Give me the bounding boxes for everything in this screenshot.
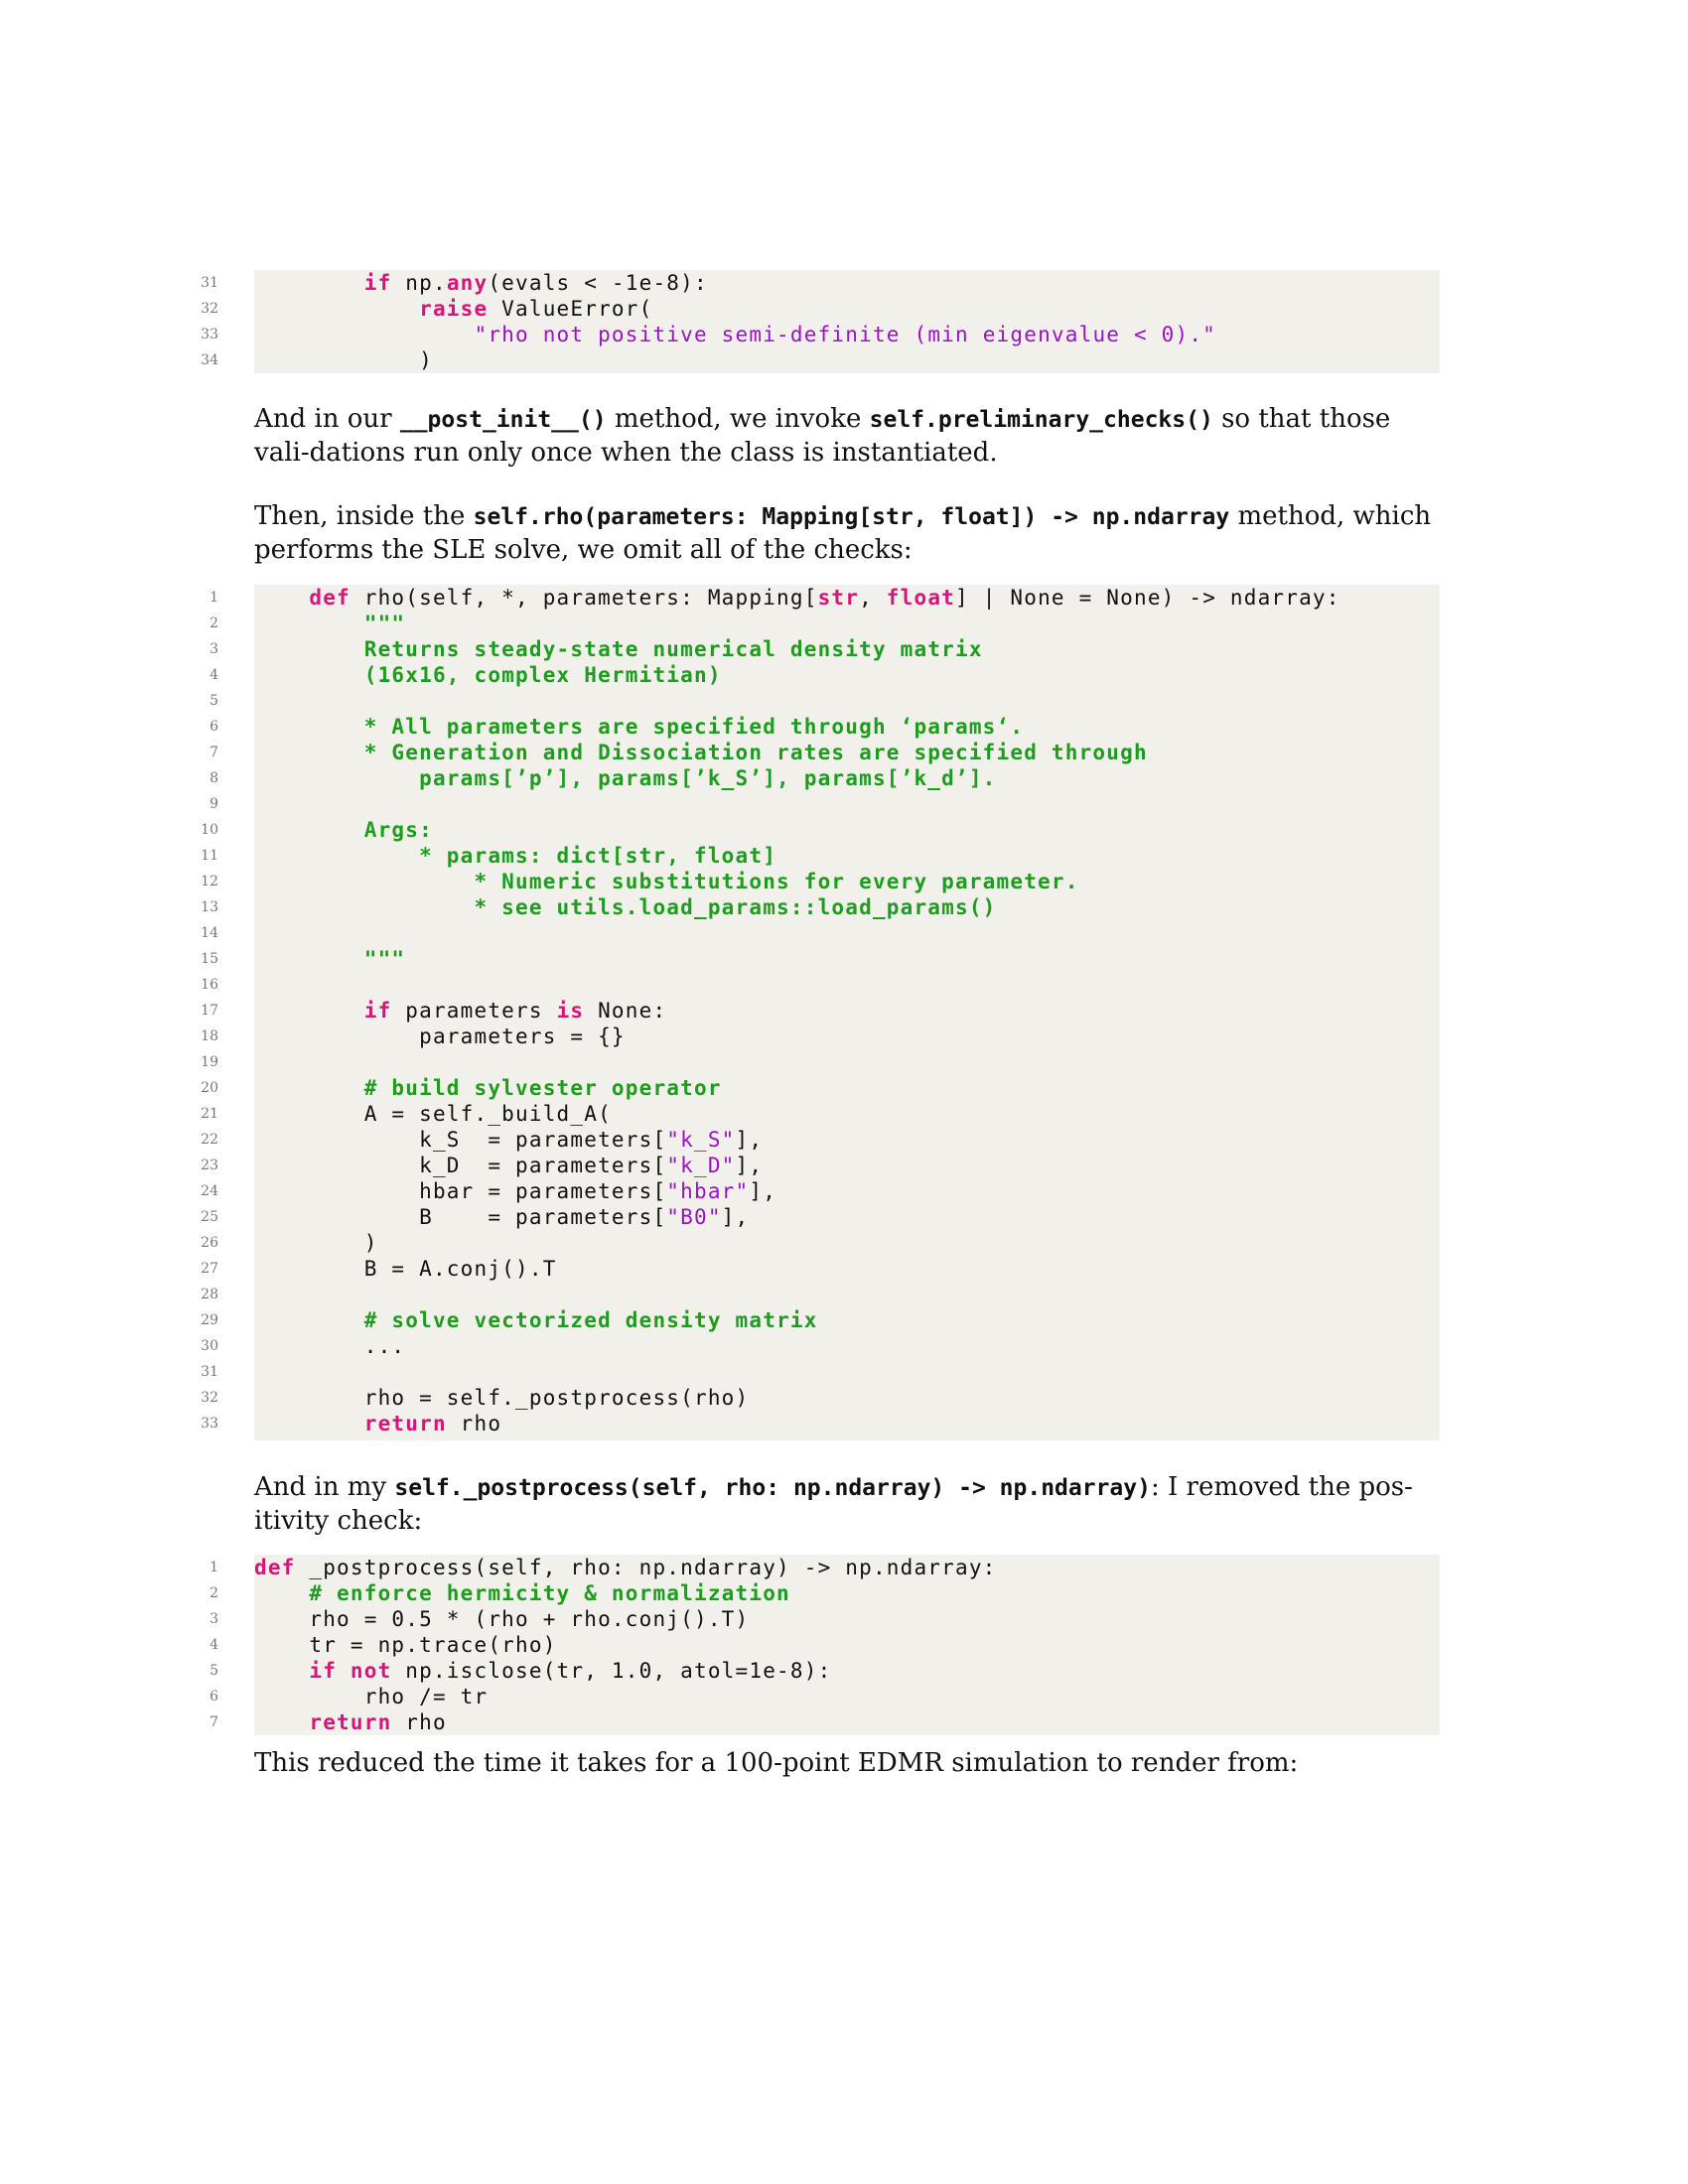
code-token: parameters = {} [254, 1024, 626, 1048]
code-text [254, 1230, 378, 1256]
code-token [254, 1710, 309, 1734]
line-number: 9 [210, 796, 218, 812]
line-number: 19 [201, 1054, 218, 1070]
code-token: ], [735, 1154, 764, 1177]
line-number: 10 [201, 822, 218, 838]
code-token: k_S = parameters[ [254, 1128, 667, 1152]
code-block-checks [201, 270, 1440, 373]
code-text [254, 1256, 557, 1282]
code-token: if [363, 999, 392, 1023]
code-text [254, 740, 1148, 765]
code-text [254, 1127, 763, 1153]
line-number: 5 [210, 693, 218, 709]
code-token: rho = 0.5 * (rho + rho.conj().T) [254, 1607, 750, 1631]
code-text [254, 714, 1024, 740]
line-number: 20 [201, 1080, 218, 1096]
inline-code: self.rho(parameters: Mapping[str, float]) -> np.ndarray [473, 504, 1230, 530]
code-token: tr = np.trace(rho) [254, 1633, 557, 1657]
line-number: 18 [201, 1028, 218, 1044]
code-token: ) [254, 1231, 378, 1255]
line-number: 1 [210, 1560, 218, 1575]
text-run: method, which performs the SLE solve, we omit all of the checks: [254, 501, 1432, 565]
line-number: 15 [201, 951, 218, 967]
code-token: str [817, 586, 860, 610]
line-number: 7 [210, 1714, 218, 1730]
paragraph-postprocess [254, 1471, 1440, 1538]
line-number: 1 [210, 590, 218, 606]
code-token: * see utils.load_params::load_params() [254, 895, 997, 919]
line-number: 3 [210, 1611, 218, 1627]
code-text [254, 1632, 557, 1658]
line-number: 17 [201, 1003, 218, 1019]
text-run: And in our [254, 404, 400, 434]
code-text [254, 1075, 722, 1101]
code-token: * Numeric substitutions for every parameter. [254, 870, 1079, 893]
text-run: This reduced the time it takes for a 100-point EDMR simulation to render from: [254, 1748, 1299, 1778]
code-token: A = self._build_A( [254, 1102, 612, 1126]
code-token: ], [735, 1128, 764, 1152]
code-token: "k_S" [666, 1128, 736, 1152]
code-token: Args: [254, 818, 433, 842]
code-text [254, 611, 405, 636]
code-token: rho [446, 1412, 502, 1435]
line-number: 25 [201, 1209, 218, 1225]
line-number: 2 [210, 1585, 218, 1601]
code-text [254, 322, 1216, 347]
code-token [337, 1659, 351, 1683]
line-number: 28 [201, 1287, 218, 1302]
code-text [254, 946, 405, 972]
code-text [254, 1024, 626, 1049]
code-token: "k_D" [666, 1154, 736, 1177]
code-token: * All parameters are specified through ‘params‘. [254, 715, 1025, 739]
code-text [254, 347, 433, 373]
line-number: 33 [201, 1416, 218, 1432]
code-token: (evals < -1e-8): [488, 271, 708, 295]
code-token: """ [254, 947, 406, 971]
line-number: 6 [210, 1689, 218, 1705]
code-token: Returns steady-state numerical density matrix [254, 637, 983, 661]
code-block-postprocess [210, 1555, 1440, 1735]
line-number: 32 [201, 301, 218, 317]
code-token: rho [391, 1710, 447, 1734]
code-text [254, 1411, 501, 1436]
line-number: 24 [201, 1183, 218, 1199]
line-number: 3 [210, 641, 218, 657]
line-number: 21 [201, 1106, 218, 1122]
code-token: # solve vectorized density matrix [254, 1308, 818, 1332]
code-token: (16x16, complex Hermitian) [254, 663, 722, 687]
line-number: 27 [201, 1261, 218, 1277]
code-token: B = parameters[ [254, 1205, 667, 1229]
code-token: if [363, 271, 392, 295]
code-token: , [859, 586, 887, 610]
text-run: method, we invoke [606, 404, 870, 434]
code-token: k_D = parameters[ [254, 1154, 667, 1177]
line-number: 29 [201, 1312, 218, 1328]
text-run: And in my [254, 1472, 395, 1502]
code-text [254, 765, 997, 791]
line-number: 12 [201, 874, 218, 889]
code-token: "hbar" [666, 1179, 750, 1203]
code-text [254, 817, 433, 843]
line-number: 13 [201, 899, 218, 915]
code-text [254, 1307, 818, 1333]
code-text [254, 1580, 790, 1606]
code-text [254, 636, 983, 662]
code-text [254, 1606, 749, 1632]
code-token: def [254, 1556, 296, 1579]
code-text [254, 1153, 763, 1178]
code-token: rho /= tr [254, 1685, 489, 1708]
line-number: 22 [201, 1132, 218, 1148]
code-text [254, 1178, 776, 1204]
code-token [254, 1412, 364, 1435]
code-token: "rho not positive semi-definite (min eigenvalue < 0)." [474, 323, 1217, 346]
text-run: Then, inside the [254, 501, 474, 531]
code-token: * Generation and Dissociation rates are specified through [254, 741, 1148, 764]
line-number: 6 [210, 719, 218, 735]
code-text [254, 296, 652, 322]
line-number: 14 [201, 925, 218, 941]
code-token: return [363, 1412, 447, 1435]
code-text [254, 1101, 612, 1127]
code-token: raise [419, 297, 489, 321]
code-token: # enforce hermicity & normalization [254, 1581, 790, 1605]
code-token: rho(self, *, parameters: Mapping[ [350, 586, 818, 610]
code-token: float [886, 586, 956, 610]
code-token: def [309, 586, 351, 610]
code-text [254, 1555, 997, 1580]
code-text [254, 869, 1079, 894]
line-number: 4 [210, 1637, 218, 1653]
code-token [254, 1659, 309, 1683]
code-token [254, 271, 364, 295]
code-text [254, 1385, 749, 1411]
line-number: 2 [210, 615, 218, 631]
code-token: not [350, 1659, 392, 1683]
line-number: 23 [201, 1158, 218, 1173]
code-token: if [309, 1659, 338, 1683]
code-token [254, 999, 364, 1023]
code-token: B = A.conj().T [254, 1257, 557, 1281]
line-number: 31 [201, 275, 218, 291]
code-text [254, 270, 708, 296]
code-token: """ [254, 612, 406, 635]
code-token: ] | None = None) -> ndarray: [955, 586, 1340, 610]
line-number: 5 [210, 1663, 218, 1679]
code-token: hbar = parameters[ [254, 1179, 667, 1203]
inline-code: __post_init__() [399, 407, 607, 433]
code-token: # build sylvester operator [254, 1076, 722, 1100]
text-run: so that those vali-dations run only once when the class is instantiated. [254, 404, 1391, 468]
line-number: 26 [201, 1235, 218, 1251]
code-token: np.isclose(tr, 1.0, atol=1e-8): [391, 1659, 832, 1683]
paragraph-post-init [254, 403, 1440, 470]
code-text [254, 662, 722, 688]
paragraph-conclusion [254, 1747, 1440, 1780]
code-token: * params: dict[str, float] [254, 844, 777, 868]
text-run: : I removed the pos-itivity check: [254, 1472, 1413, 1536]
code-token: "B0" [666, 1205, 722, 1229]
code-token: ) [254, 348, 433, 372]
code-token: None: [584, 999, 667, 1023]
code-text [254, 843, 776, 869]
code-text [254, 1333, 405, 1359]
code-token: rho = self._postprocess(rho) [254, 1386, 750, 1410]
code-token: parameters [391, 999, 557, 1023]
line-number: 8 [210, 770, 218, 786]
line-number: 11 [201, 848, 218, 864]
code-token: any [446, 271, 489, 295]
inline-code: self._postprocess(self, rho: np.ndarray) -> np.ndarray) [394, 1475, 1151, 1501]
line-number: 4 [210, 667, 218, 683]
code-token: params[’p’], params[’k_S’], params[’k_d’]. [254, 766, 997, 790]
code-token: np. [391, 271, 447, 295]
code-block-rho-method [201, 585, 1440, 1440]
line-number: 7 [210, 745, 218, 760]
line-number: 34 [201, 352, 218, 368]
code-token: ... [254, 1334, 406, 1358]
paragraph-rho-method [254, 500, 1440, 567]
code-token: ], [749, 1179, 777, 1203]
line-number: 16 [201, 977, 218, 993]
line-number: 33 [201, 327, 218, 342]
code-token [254, 323, 475, 346]
code-token: is [556, 999, 585, 1023]
code-text [254, 1684, 488, 1709]
code-text [254, 894, 997, 920]
line-number: 31 [201, 1364, 218, 1380]
line-number: 32 [201, 1390, 218, 1406]
code-token [254, 297, 419, 321]
code-token: ValueError( [488, 297, 653, 321]
code-text [254, 998, 666, 1024]
code-token [254, 586, 309, 610]
code-text [254, 585, 1340, 611]
code-text [254, 1658, 831, 1684]
inline-code: self.preliminary_checks() [869, 407, 1213, 433]
code-token: _postprocess(self, rho: np.ndarray) -> np.ndarray: [295, 1556, 997, 1579]
code-text [254, 1204, 749, 1230]
code-token: return [309, 1710, 392, 1734]
code-token: ], [721, 1205, 750, 1229]
code-text [254, 1709, 447, 1735]
line-number: 30 [201, 1338, 218, 1354]
